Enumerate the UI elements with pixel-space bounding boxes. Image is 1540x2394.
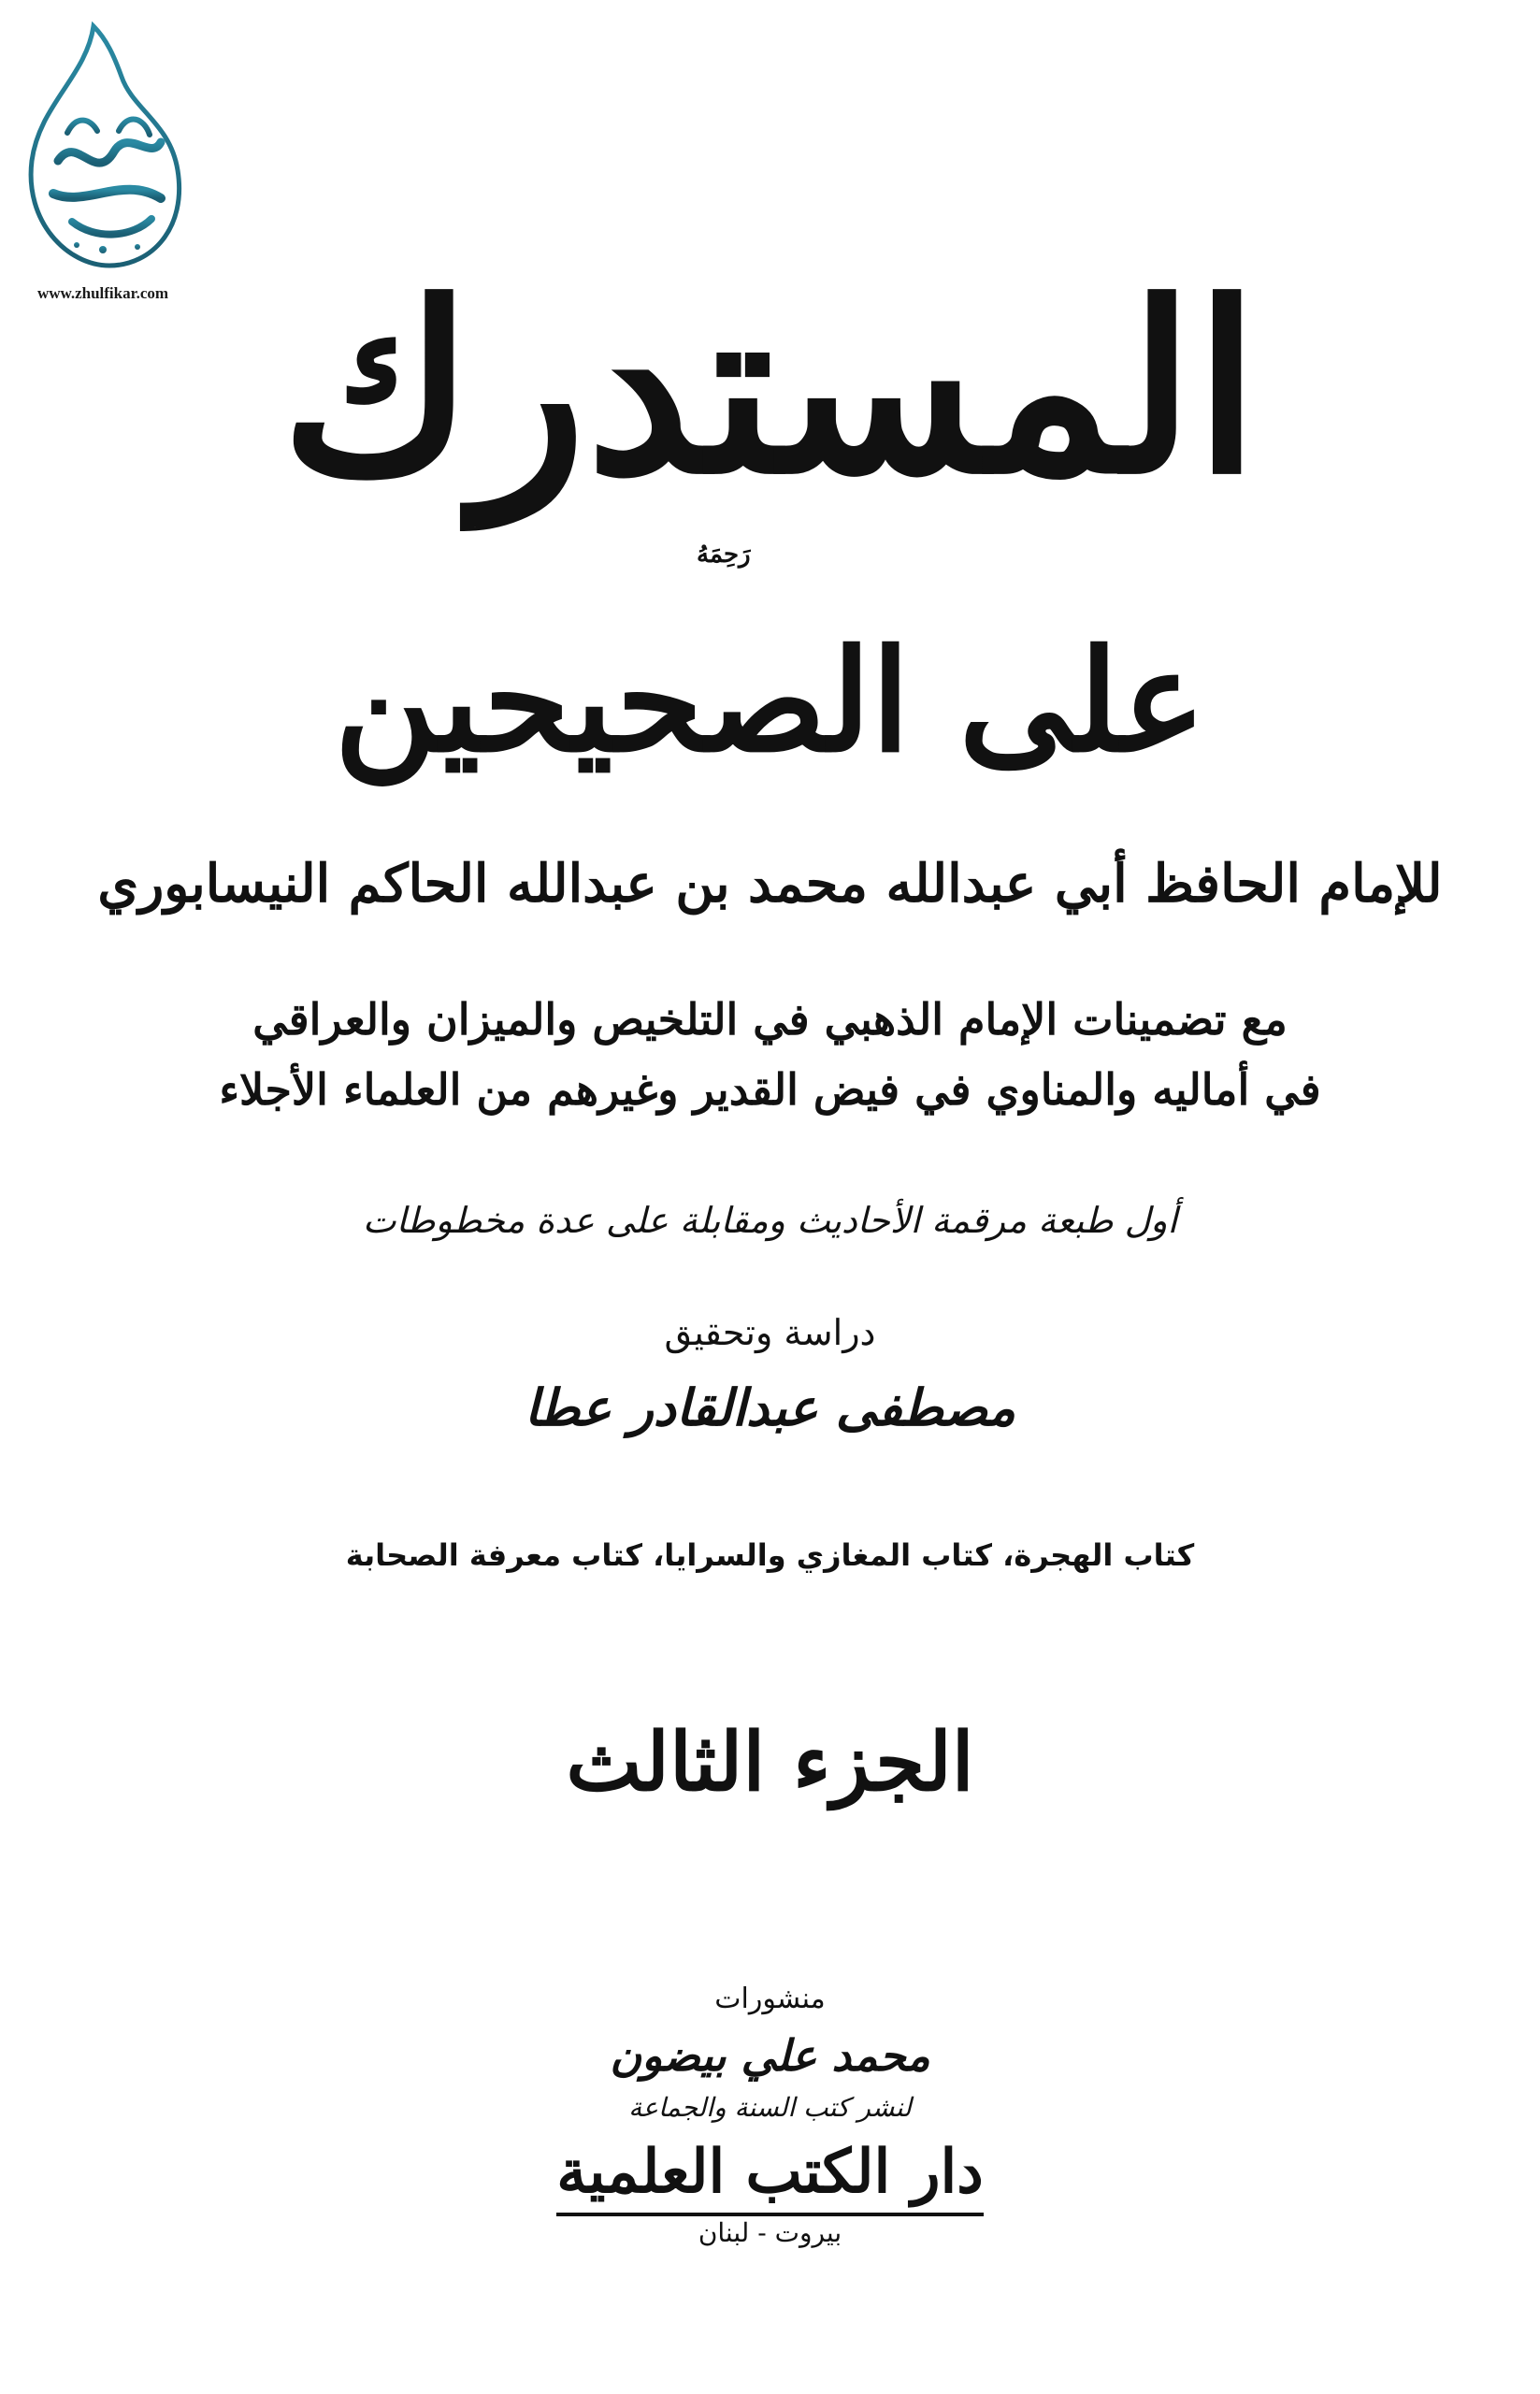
volume-label: الجزء الثالث (566, 1715, 974, 1810)
books-contents-line: كتاب الهجرة، كتاب المغازي والسرايا، كتاب معرفة الصحابة (345, 1537, 1195, 1573)
editor-name: مصطفى عبدالقادر عطا (524, 1377, 1016, 1437)
additions-line-1: مع تضمينات الإمام الذهبي في التلخيص والميزان والعراقي (252, 994, 1288, 1045)
edition-note: أول طبعة مرقمة الأحاديث ومقابلة على عدة مخطوطات (362, 1200, 1178, 1241)
author-line: للإمام الحافظ أبي عبدالله محمد بن عبدالله الحاكم النيسابوري (97, 853, 1443, 915)
publisher-city: بيروت - لبنان (698, 2217, 842, 2248)
title-honorific-mark: رَحِمَهُ (697, 541, 751, 569)
publishing-house-name: دار الكتب العلمية (556, 2132, 984, 2216)
sub-title: على الصحيحين (334, 619, 1206, 784)
additions-line-2: في أماليه والمناوي في فيض القدير وغيرهم من العلماء الأجلاء (219, 1064, 1321, 1115)
logo-url-text[interactable]: www.zhulfikar.com (36, 284, 169, 302)
publisher-purpose: لنشر كتب السنة والجماعة (628, 2092, 912, 2123)
study-label: دراسة وتحقيق (664, 1312, 876, 1353)
publishing-house (0, 2132, 1540, 2216)
publisher-name: محمد علي بيضون (610, 2030, 930, 2081)
publisher-label: منشورات (714, 1983, 826, 2015)
main-title: المستدرك (281, 251, 1259, 526)
books-contents (0, 1534, 1540, 1577)
